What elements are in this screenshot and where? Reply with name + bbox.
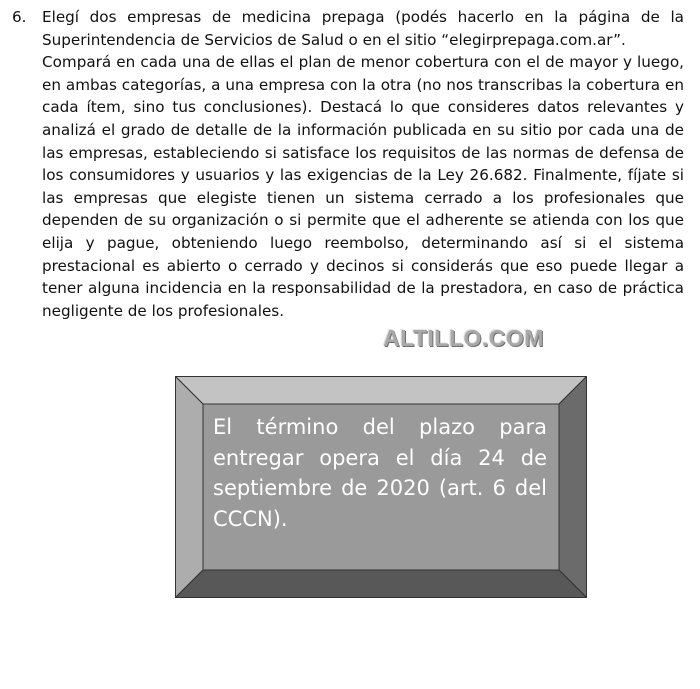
item-body [42, 6, 684, 322]
altillo-watermark: ALTILLO.COM [383, 325, 544, 351]
bevel-right [559, 376, 587, 598]
bevel-bottom [175, 570, 587, 598]
item-paragraph-instructions: Compará en cada una de ellas el plan de menor cobertura con el de mayor y luego, en ambas categorías, a una empresa con la otra (no nos transcribas la cobertura en cada ítem, sino tus conclusiones). Destacá lo que consideres datos relevantes y analizá el grado de detalle de la información publicada en su sitio por cada una de las empresas, estableciendo si satisface los requisitos de las normas de defensa de los consumidores y usuarios y las exigencias de la Ley 26.682. Finalmente, fíjate si las empresas que elegiste tienen un sistema cerrado a los profesionales que dependen de su organización o si permite que el adherente se atienda con los que elija y pague, obteniendo luego reembolso, determinando así si el sistema prestacional es abierto o cerrado y decinos si considerás que eso puede llegar a tener alguna incidencia en la responsabilidad de la prestadora, en caso de práctica negligente de los profesionales. [42, 53, 684, 320]
bevel-left [175, 376, 203, 598]
bevel-top [175, 376, 587, 404]
item-number: 6. [12, 8, 27, 26]
item-paragraph-intro: Elegí dos empresas de medicina prepaga (podés hacerlo en la página de la Superintendencia de Servicios de Salud o en el sitio “elegirprepaga.com.ar”. [42, 8, 684, 49]
deadline-note-box [175, 376, 587, 598]
question-item-6 [12, 6, 684, 322]
deadline-note-text: El término del plazo para entregar opera el día 24 de septiembre de 2020 (art. 6 del CCCN). [213, 415, 547, 531]
